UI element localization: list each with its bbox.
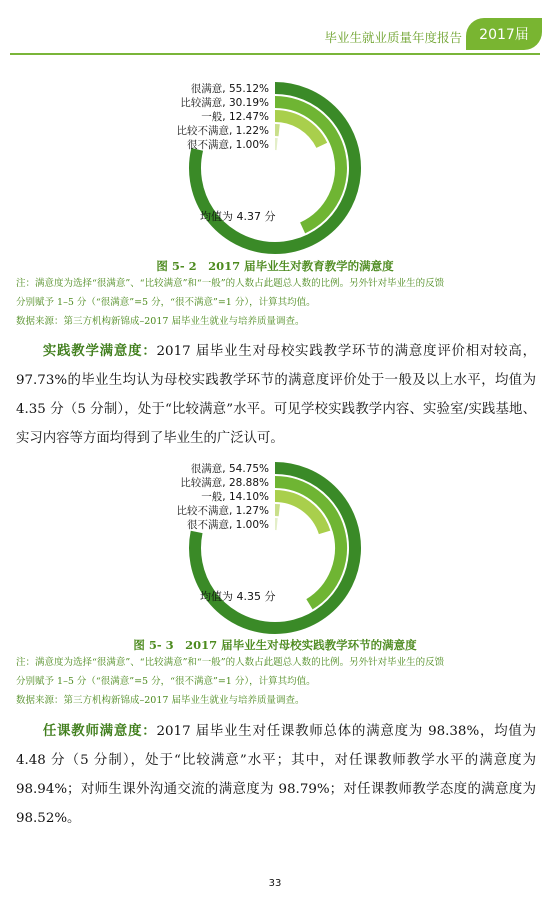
mean-annotation: 均值为 4.35 分 — [200, 590, 276, 603]
ring-label: 很满意, 54.75% — [190, 463, 269, 475]
data-source: 数据来源：第三方机构新锦成–2017 届毕业生就业与培养质量调查。 — [16, 316, 305, 327]
page-header — [0, 0, 550, 62]
paragraph-text: 2017 届毕业生对母校实践教学环节的满意度评价相对较高，97.73%的毕业生均认为母校实践教学环节的满意度评价处于一般及以上水平，均值为 4.35 分（5 分制），处于“比较满意”水平。可见学校实践教学内容、实验室/实践基地、实习内容等方面均得到了毕业生的广泛认可。 — [16, 344, 536, 446]
header-divider — [10, 53, 540, 55]
figure-note-1 — [16, 274, 536, 331]
ring-label: 很不满意, 1.00% — [186, 519, 269, 531]
note-line: 注：满意度为选择“很满意”、“比较满意”和“一般”的人数占此题总人数的比例。另外针对毕业生的反馈 — [16, 278, 445, 289]
note-line: 分别赋予 1–5 分（“很满意”=5 分，“很不满意”=1 分），计算其均值。 — [16, 676, 316, 687]
paragraph-text: 2017 届毕业生对任课教师总体的满意度为 98.38%，均值为 4.48 分（5 分制），处于“比较满意”水平；其中，对任课教师教学水平的满意度为 98.94%；对师生课外沟通交流的满意度为 98.79%；对任课教师教学态度的满意度为 98.52%。 — [16, 724, 537, 826]
page-number: 33 — [268, 878, 282, 889]
chart-practice-satisfaction — [0, 450, 550, 635]
data-source: 数据来源：第三方机构新锦成–2017 届毕业生就业与培养质量调查。 — [16, 695, 305, 706]
ring-label: 比较不满意, 1.22% — [176, 125, 269, 137]
ring-label: 比较满意, 30.19% — [180, 97, 269, 109]
ring-label: 很满意, 55.12% — [190, 83, 269, 95]
note-line: 分别赋予 1–5 分（“很满意”=5 分，“很不满意”=1 分），计算其均值。 — [16, 297, 316, 308]
note-line: 注：满意度为选择“很满意”、“比较满意”和“一般”的人数占此题总人数的比例。另外针对毕业生的反馈 — [16, 657, 445, 668]
paragraph-teacher-satisfaction — [16, 717, 536, 833]
ring-label: 比较不满意, 1.27% — [176, 505, 269, 517]
figure-note-2 — [16, 653, 536, 710]
paragraph-lead: 任课教师满意度： — [42, 723, 157, 739]
paragraph-practice-satisfaction — [16, 337, 536, 453]
ring-label: 比较满意, 28.88% — [180, 477, 269, 489]
paragraph-lead: 实践教学满意度： — [42, 343, 157, 359]
figure-caption-5-3: 图 5- 3 2017 届毕业生对母校实践教学环节的满意度 — [133, 638, 417, 652]
figure-caption-5-2: 图 5- 2 2017 届毕业生对教育教学的满意度 — [156, 259, 394, 273]
report-title: 毕业生就业质量年度报告 — [324, 30, 462, 45]
ring-label: 一般, 14.10% — [201, 491, 269, 503]
ring-label: 一般, 12.47% — [201, 111, 269, 123]
chart-teaching-satisfaction — [0, 70, 550, 255]
mean-annotation: 均值为 4.37 分 — [200, 210, 276, 223]
ring-label: 很不满意, 1.00% — [186, 139, 269, 151]
year-badge: 2017届 — [466, 18, 542, 50]
